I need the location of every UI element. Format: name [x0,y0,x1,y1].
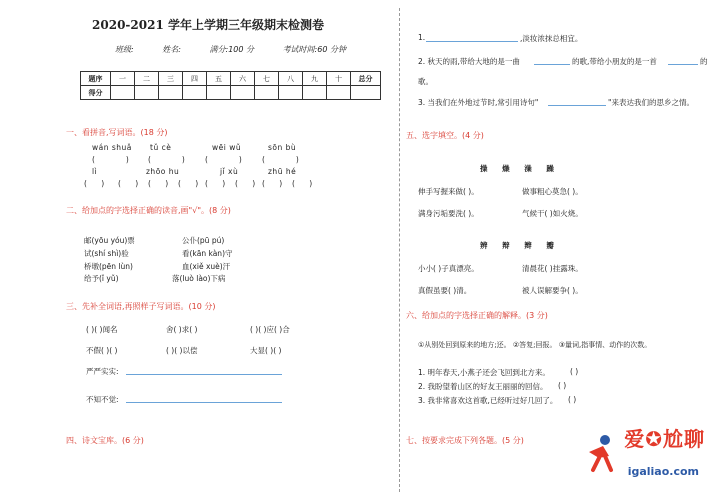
score-cell [207,86,231,100]
question-text: ,淡妆浓抹总相宜。 [520,34,583,43]
question-item: 看(kān kàn)守 [182,249,233,258]
definition-options: ①从别处回到原来的地方;还。 ②答复;回报。 ③量词,指事情、动作的次数。 [418,341,652,349]
table-cell: 题序 [81,72,111,86]
score-cell [159,86,183,100]
table-cell: 二 [135,72,159,86]
question-text: 2. 秋天的雨,带给大地的是一曲 [418,57,520,66]
score-cell [183,86,207,100]
exam-time-label: 考试时间:60 分钟 [282,45,346,54]
full-score-label: 满分:100 分 [209,45,255,54]
question-text: 歌。 [418,77,433,86]
answer-line[interactable] [126,374,282,375]
question-item: 公仆(pū pú) [182,236,225,245]
question-item: 气候干( )如火烧。 [522,209,583,218]
table-cell: 六 [231,72,255,86]
answer-line[interactable] [534,64,570,65]
question-item: 给予(ǐ yǔ) [84,274,119,283]
answer-blank[interactable]: ( ) [118,179,139,188]
question-item: 不假( )( ) [86,346,118,355]
page-title: 2020-2021 学年上学期三年级期末检测卷 [92,18,324,32]
answer-line[interactable] [126,402,282,403]
section-4-title: 四、诗文宝库。(6 分) [66,436,144,445]
pinyin: lì [92,167,98,176]
char-choices: 辨 辩 辫 瓣 [480,241,560,250]
score-cell [135,86,159,100]
pinyin: zhōo hu [146,167,180,176]
score-cell [111,86,135,100]
question-item: 清晨花( )挂露珠。 [522,264,583,273]
score-table-score-row [81,86,381,100]
table-cell: 总分 [351,72,381,86]
pinyin: wán shuǎ [92,143,132,152]
score-cell [327,86,351,100]
question-item: 试(shí shì)验 [84,249,129,258]
answer-line[interactable] [548,105,606,106]
name-label: 姓名: [162,45,181,54]
question-item: 做事粗心莫急( )。 [522,187,583,196]
table-cell: 十 [327,72,351,86]
section-6-title: 六、给加点的字选择正确的解释。(3 分) [406,311,548,320]
answer-blank[interactable]: ( ) [205,179,226,188]
answer-blank[interactable]: ( ) [205,155,242,164]
section-3-title: 三、先补全词语,再照样子写词语。(10 分) [66,302,216,311]
question-item: 2. 我盼望着山区的好友王丽丽的回信。 [418,382,548,391]
table-cell: 八 [279,72,303,86]
question-item: 3. 我非常喜欢这首歌,已经听过好几回了。 [418,396,558,405]
pinyin: zhū hé [268,167,297,176]
answer-blank[interactable]: ( ) [235,179,256,188]
pinyin: tǔ cè [150,143,172,152]
example-label: 严严实实: [86,367,119,376]
watermark-url: igaliao.com [627,465,699,478]
score-cell [279,86,303,100]
question-item: 真假虽要( )清。 [418,286,472,295]
question-text: 的歌,带给小朋友的是一首 [572,57,657,66]
table-cell: 五 [207,72,231,86]
table-cell: 四 [183,72,207,86]
score-cell [231,86,255,100]
question-item: 桥墩(pēn lùn) [84,262,133,271]
table-cell: 七 [255,72,279,86]
answer-blank[interactable]: ( ) [568,395,577,404]
table-cell: 九 [303,72,327,86]
pinyin: wēi wǔ [212,143,242,152]
answer-blank[interactable]: ( ) [292,179,313,188]
question-item: 1. 明年春天,小燕子还会飞回到北方来。 [418,368,550,377]
exam-meta [115,44,395,55]
question-item: ( )( )应( )合 [250,325,290,334]
table-cell: 三 [159,72,183,86]
question-item: ( )( )以偿 [166,346,198,355]
answer-blank[interactable]: ( ) [148,155,185,164]
score-cell [351,86,381,100]
section-5-title: 五、选字填空。(4 分) [406,131,484,140]
answer-blank[interactable]: ( ) [92,155,129,164]
pinyin: jǐ xù [220,167,239,176]
question-item: 血(xiě xuè)汗 [182,262,231,271]
answer-blank[interactable]: ( ) [178,179,199,188]
answer-blank[interactable]: ( ) [84,179,105,188]
question-text: "来表达我们的思乡之情。 [608,98,694,107]
question-item: 落(luò lào)下病 [172,274,226,283]
question-number: 1. [418,33,426,42]
answer-line[interactable] [426,41,518,42]
running-figure-logo-icon [585,434,617,474]
answer-blank[interactable]: ( ) [558,381,567,390]
answer-blank[interactable]: ( ) [262,179,283,188]
section-2-title: 二、给加点的字选择正确的读音,画"√"。(8 分) [66,206,231,215]
question-item: 被人误解要争( )。 [522,286,583,295]
section-1-title: 一、看拼音,写词语。(18 分) [66,128,168,137]
answer-blank[interactable]: ( ) [570,367,579,376]
char-choices: 操 燥 澡 躁 [480,164,560,173]
score-cell [255,86,279,100]
question-item: 小小( )子真漂亮。 [418,264,479,273]
section-7-title: 七、按要求完成下列各题。(5 分) [406,436,524,445]
score-table-header-row [81,72,381,86]
answer-line[interactable] [668,64,698,65]
question-item: 伸手写握来做( )。 [418,187,479,196]
question-item: 满身污垢要洗( )。 [418,209,479,218]
watermark-brand: 爱✪尬聊 [624,427,705,451]
table-cell: 一 [111,72,135,86]
question-text: 的 [700,57,708,66]
example-label: 不知不觉: [86,395,119,404]
question-item: 邮(yōu yóu)票 [84,236,135,245]
answer-blank[interactable]: ( ) [148,179,169,188]
question-item: 舍( )求( ) [166,325,198,334]
question-text: 3. 当我们在外地过节时,常引用诗句" [418,98,539,107]
pinyin: sōn bù [268,143,297,152]
answer-blank[interactable]: ( ) [262,155,299,164]
question-item: 大显( )( ) [250,346,282,355]
score-table [80,71,381,100]
question-item: ( )( )闻名 [86,325,118,334]
score-cell [303,86,327,100]
class-label: 班级: [115,45,134,54]
table-cell: 得分 [81,86,111,100]
